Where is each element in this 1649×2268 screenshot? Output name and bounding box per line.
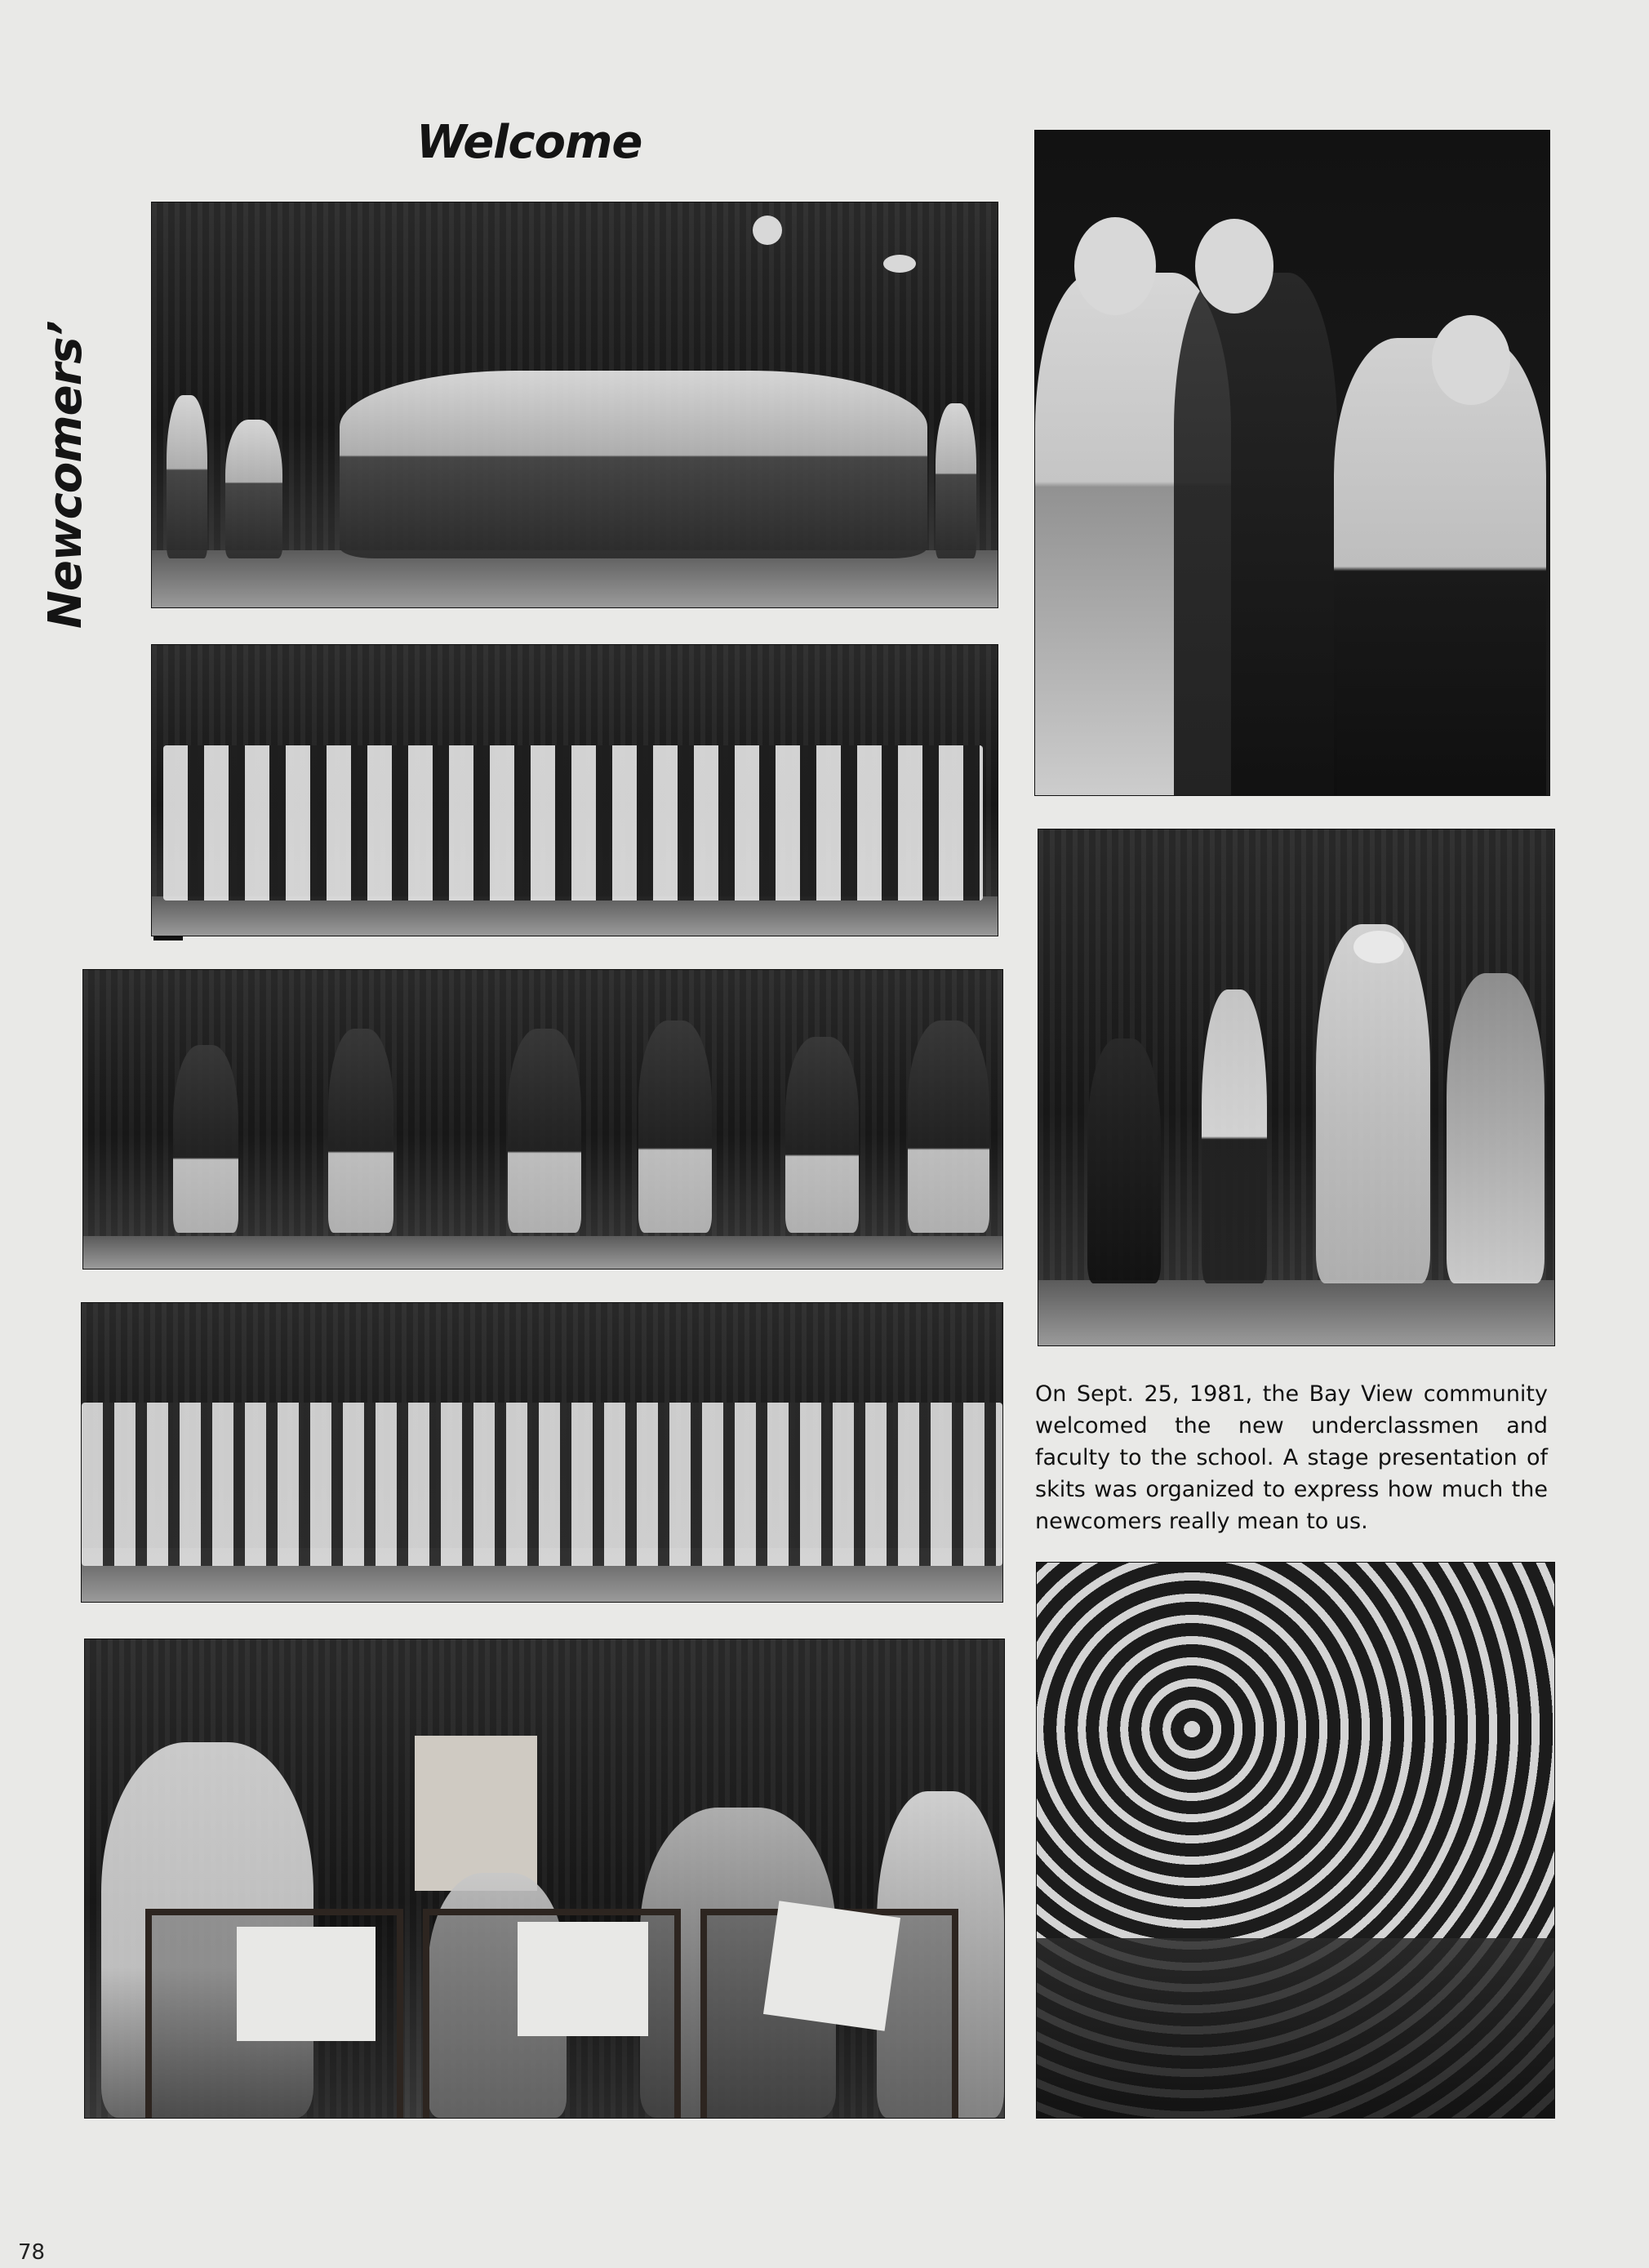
- page-title: Welcome: [416, 116, 642, 169]
- photo-three-students: [1035, 131, 1549, 795]
- photo-plaid-skirts-line: [152, 645, 998, 936]
- photo-bag-head-skit: [85, 1639, 1004, 2118]
- photo-audience-crowd: [1037, 1563, 1554, 2118]
- rule-mark: [153, 936, 183, 941]
- photo-h-shirts-group: [82, 1303, 1002, 1602]
- photo-skit-characters: [1038, 829, 1554, 1345]
- side-title: Newcomers’: [39, 321, 92, 629]
- caption-text: On Sept. 25, 1981, the Bay View community welcomed the new underclassmen and faculty to the school. A stage presentation of skits was organized to express how much the newcomers really mean to us.: [1035, 1381, 1548, 1534]
- photo-cheerleaders: [83, 970, 1002, 1269]
- photo-group-stage-hats: [152, 202, 998, 607]
- page-number: 78: [18, 2240, 46, 2265]
